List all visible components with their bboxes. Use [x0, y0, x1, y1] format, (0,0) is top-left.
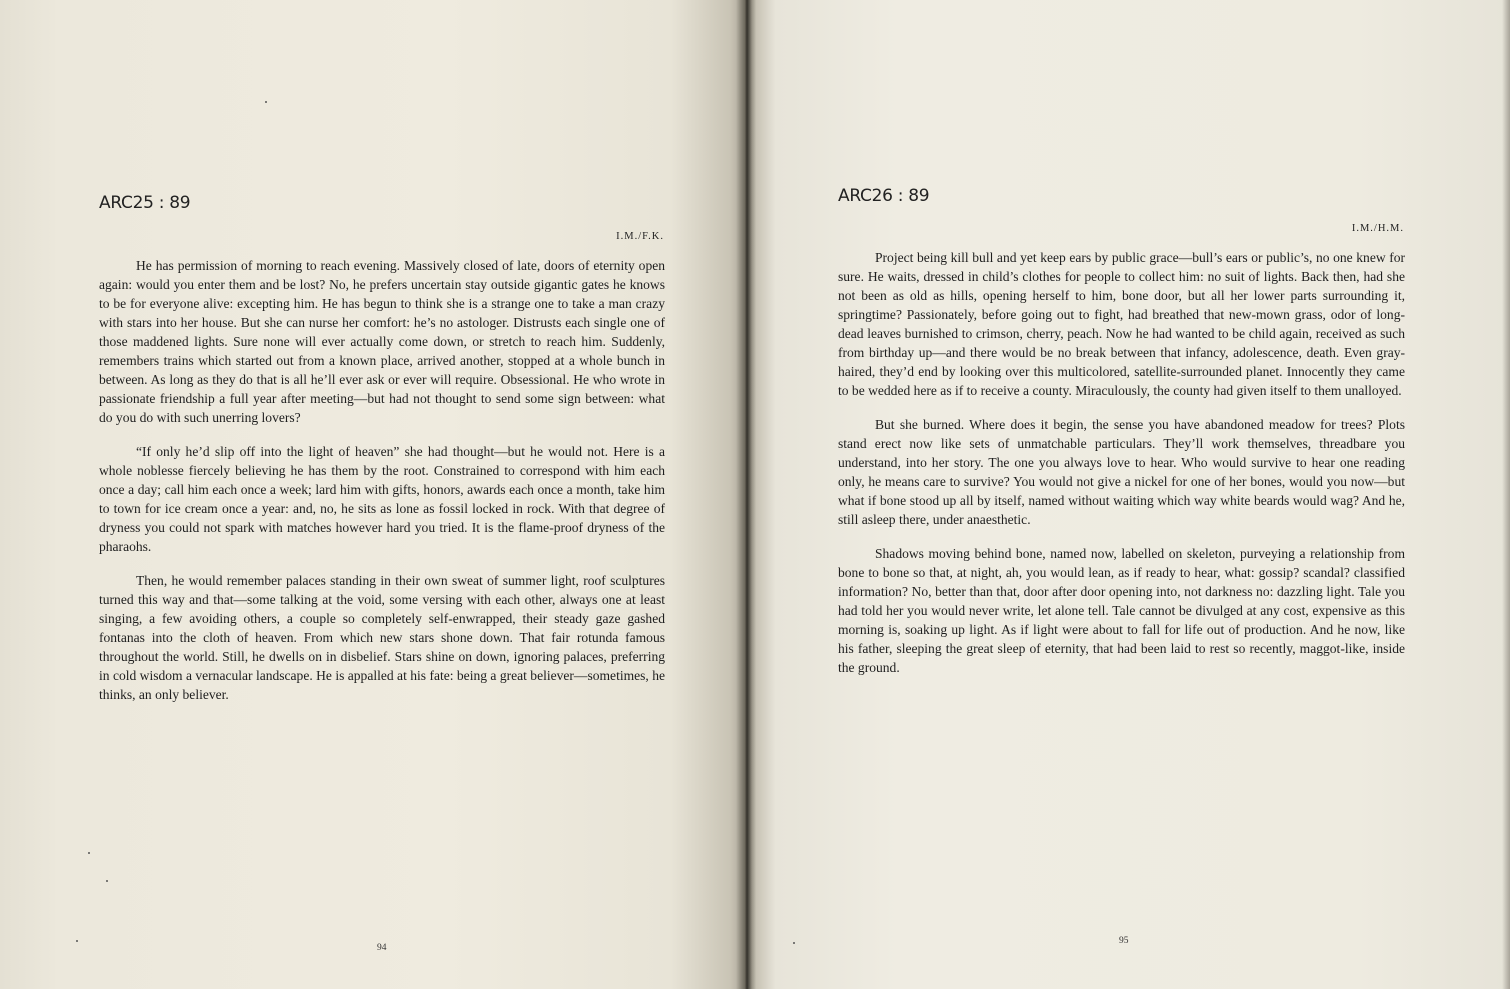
paper-speck	[793, 942, 795, 944]
left-page-title: ARC25 : 89	[99, 193, 191, 213]
left-page-body	[99, 256, 665, 719]
right-page-byline: I.M./H.M.	[1351, 223, 1404, 234]
left-paragraph-2: “If only he’d slip off into the light of heaven” she had thought—but he would not. Here is a whole noblesse fiercely believing he has them by the root. Constrained to correspond with him each once a day; call him each once a week; lard him with gifts, honors, awards each once a month, take him to town for ice cream once a year: and, no, he sits as lone as fossil locked in rock. With that degree of dryness you could not spark with matches however hard you tried. It is the flame-proof dryness of the pharaohs.	[99, 444, 665, 554]
paper-speck	[88, 852, 90, 854]
page-edge-shadow	[1502, 0, 1510, 989]
left-page-number: 94	[377, 943, 387, 953]
left-page	[0, 0, 745, 989]
right-paragraph-3: Shadows moving behind bone, named now, labelled on skeleton, purveying a relationship from bone to bone so that, at night, ah, you would lean, as if ready to hear, what: gossip? scandal? classified information? No, better than that, door after door opening into, not darkness no: dazzling light. Tale you had told her you would never write, let alone tell. Tale cannot be divulged at any cost, expensive as this morning is, soaking up light. As if light were about to fall for life out of production. And he now, like his father, sleeping the great sleep of eternity, that had been laid to rest so recently, maggot-like, inside the ground.	[838, 546, 1405, 675]
left-paragraph-1: He has permission of morning to reach evening. Massively closed of late, doors of eternity open again: would you enter them and be lost? No, he prefers uncertain stay outside gigantic gates he knows to be for everyone alive: excepting him. He has begun to think she is a strange one to take a man crazy with stars into her house. But she can nurse her comfort: he’s no astologer. Distrusts each single one of those maddened lights. Sure none will ever actually come down, or stretch to reach him. Suddenly, remembers trains which started out from a known place, arrived another, stopped at a whole bunch in between. As long as they do that is all he’ll ever ask or ever will require. Obsessional. He who wrote in passionate friendship a full year after meeting—but had not thought to send some sign between: what do you do with such unerring lovers?	[99, 258, 665, 425]
right-page-body	[838, 248, 1405, 692]
paper-speck	[106, 880, 108, 882]
book-gutter	[736, 0, 756, 989]
right-page-title: ARC26 : 89	[838, 186, 930, 206]
paper-speck	[76, 940, 78, 942]
left-page-byline: I.M./F.K.	[616, 231, 664, 242]
right-paragraph-1: Project being kill bull and yet keep ears by public grace—bull’s ears or public’s, no one knew for sure. He waits, dressed in child’s clothes for people to collect him: no suit of lights. Back then, had she not been as old as hills, opening herself to him, bone door, but all her lower parts surrounding it, springtime? Passionately, before going out to fight, had breathed that new-mown grass, odor of long-dead leaves burnished to crimson, cherry, peach. Now he had wanted to be child again, received as such from birthday up—and there would be no break between that infancy, adolescence, death. Even gray-haired, they’d end by looking over this multicolored, satellite-surrounded planet. Innocently they came to be wedded here as if to receive a county. Miraculously, the county had given itself to them unalloyed.	[838, 250, 1405, 398]
paper-speck	[265, 101, 267, 103]
right-paragraph-2: But she burned. Where does it begin, the sense you have abandoned meadow for trees? Plots stand erect now like sets of unmatchable particulars. They’ll work themselves, threadbare you understand, into her story. The one you always love to hear. Who would survive to hear one reading only, he means care to survive? You would not give a nickel for one of her bones, would you now—but what if bone stood up all by itself, named without waiting which way white beards would wag? And he, still asleep there, under anaesthetic.	[838, 417, 1405, 527]
right-page-number: 95	[1119, 936, 1129, 946]
right-page	[745, 0, 1510, 989]
left-paragraph-3: Then, he would remember palaces standing in their own sweat of summer light, roof sculptures turned this way and that—some talking at the void, some versing with each other, always one at least singing, a few avoiding others, a couple so completely self-enwrapped, their steady gaze gashed fontanas into the cloth of heaven. From which new stars shone down. That fair rotunda famous throughout the world. Still, he dwells on in disbelief. Stars shine on down, ignoring palaces, preferring in cold wisdom a vernacular landscape. He is appalled at his fate: being a great believer—sometimes, he thinks, an only believer.	[99, 573, 665, 702]
